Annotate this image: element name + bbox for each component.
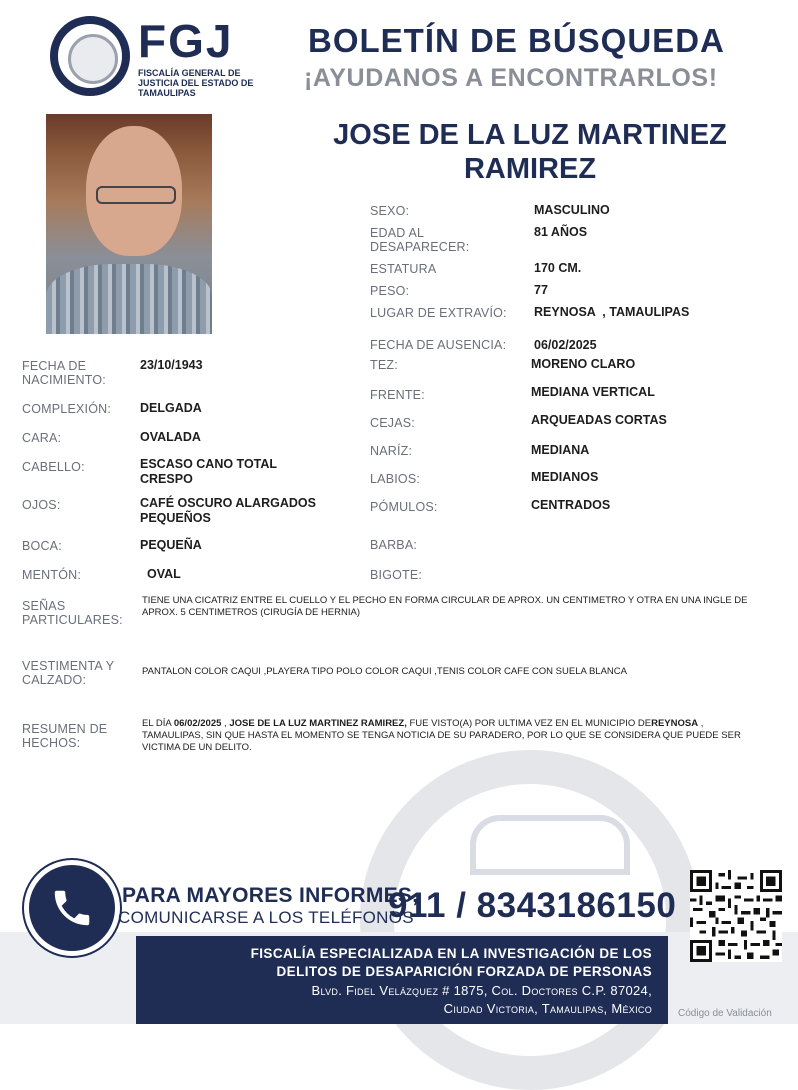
- qr-code[interactable]: [690, 870, 782, 962]
- footer-city: Ciudad Victoria, Tamaulipas, México: [443, 1001, 652, 1016]
- label-resumen: RESUMEN DE HECHOS:: [22, 722, 108, 750]
- value-senas: TIENE UNA CICATRIZ ENTRE EL CUELLO Y EL PECHO EN FORMA CIRCULAR DE APROX. UN CENTIMETRO Y OTRA EN UNA INGLE DE APROX. 5 CENTIMETROS (CIRUGÍA DE HERNIA): [142, 595, 748, 618]
- value-pomulos: CENTRADOS: [531, 498, 611, 512]
- contact-line2: COMUNICARSE A LOS TELÉFONOS: [118, 908, 414, 927]
- label-complexion: COMPLEXIÓN:: [22, 402, 112, 416]
- value-edad: 81 AÑOS: [534, 225, 588, 239]
- label-pomulos: PÓMULOS:: [370, 500, 438, 514]
- contact-line1: PARA MAYORES INFORMES,: [122, 884, 419, 907]
- label-sexo: SEXO:: [370, 204, 410, 218]
- label-barba: BARBA:: [370, 538, 418, 552]
- person-name: [300, 118, 760, 186]
- value-labios: MEDIANOS: [531, 470, 599, 484]
- label-menton: MENTÓN:: [22, 568, 82, 582]
- value-nariz: MEDIANA: [531, 443, 590, 457]
- contact-phones[interactable]: 911 / 8343186150: [388, 886, 677, 925]
- label-cara: CARA:: [22, 431, 62, 445]
- fgj-logo-text: FGJ: [138, 15, 234, 67]
- label-ojos: OJOS:: [22, 498, 61, 512]
- person-name-line1: JOSE DE LA LUZ MARTINEZ: [333, 119, 727, 151]
- footer-address: Blvd. Fidel Velázquez # 1875, Col. Doctores C.P. 87024,: [311, 983, 652, 998]
- fgj-logo: [50, 16, 130, 96]
- phone-icon: [24, 860, 120, 956]
- value-cabello: ESCASO CANO TOTAL CRESPO: [140, 457, 278, 486]
- footer-line2: DELITOS DE DESAPARICIÓN FORZADA DE PERSONAS: [276, 964, 652, 979]
- label-frente: FRENTE:: [370, 388, 425, 402]
- value-lugar: REYNOSA , TAMAULIPAS: [534, 305, 690, 319]
- label-nariz: NARÍZ:: [370, 444, 413, 458]
- value-boca: PEQUEÑA: [140, 538, 202, 552]
- label-vestimenta: VESTIMENTA Y CALZADO:: [22, 659, 115, 687]
- value-vestimenta: PANTALON COLOR CAQUI ,PLAYERA TIPO POLO COLOR CAQUI ,TENIS COLOR CAFE CON SUELA BLANCA: [142, 666, 627, 677]
- label-peso: PESO:: [370, 284, 410, 298]
- bulletin-subtitle: ¡AYUDANOS A ENCONTRARLOS!: [304, 64, 718, 92]
- label-tez: TEZ:: [370, 358, 398, 372]
- value-frente: MEDIANA VERTICAL: [531, 385, 655, 399]
- label-boca: BOCA:: [22, 539, 62, 553]
- value-resumen: EL DÍA 06/02/2025 , JOSE DE LA LUZ MARTINEZ RAMIREZ, FUE VISTO(A) POR ULTIMA VEZ EN EL MUNICIPIO DEREYNOSA , TAMAULIPAS, SIN QUE HASTA EL MOMENTO SE TENGA NOTICIA DE SU PARADERO, POR LO QUE SE CONSIDERA QUE PUEDE SER VICTIMA DE UN DELITO.: [142, 718, 741, 753]
- bulletin-title: BOLETÍN DE BÚSQUEDA: [308, 22, 725, 59]
- label-fecha-nacimiento: FECHA DE NACIMIENTO:: [22, 359, 106, 387]
- missing-person-photo: [46, 114, 212, 334]
- label-bigote: BIGOTE:: [370, 568, 423, 582]
- label-cabello: CABELLO:: [22, 460, 85, 474]
- footer-line1: FISCALÍA ESPECIALIZADA EN LA INVESTIGACIÓN DE LOS: [250, 946, 652, 961]
- value-sexo: MASCULINO: [534, 203, 610, 217]
- label-fecha-ausencia: FECHA DE AUSENCIA:: [370, 338, 507, 352]
- person-name-line2: RAMIREZ: [463, 153, 597, 185]
- label-estatura: ESTATURA: [370, 262, 437, 276]
- value-menton: OVAL: [147, 567, 181, 581]
- label-edad: EDAD AL DESAPARECER:: [370, 226, 470, 254]
- fgj-subtitle: FISCALÍA GENERAL DE JUSTICIA DEL ESTADO DE TAMAULIPAS: [138, 68, 254, 98]
- label-senas: SEÑAS PARTICULARES:: [22, 599, 123, 627]
- value-fecha-nacimiento: 23/10/1943: [140, 358, 203, 372]
- value-peso: 77: [534, 283, 548, 297]
- value-cejas: ARQUEADAS CORTAS: [531, 413, 667, 427]
- value-estatura: 170 CM.: [534, 261, 582, 275]
- label-lugar: LUGAR DE EXTRAVÍO:: [370, 306, 507, 320]
- value-tez: MORENO CLARO: [531, 357, 636, 371]
- label-labios: LABIOS:: [370, 472, 421, 486]
- watermark-seal-inner: [470, 815, 630, 875]
- value-cara: OVALADA: [140, 430, 201, 444]
- value-complexion: DELGADA: [140, 401, 202, 415]
- label-cejas: CEJAS:: [370, 416, 415, 430]
- value-ojos: CAFÉ OSCURO ALARGADOS PEQUEÑOS: [140, 496, 316, 525]
- value-fecha-ausencia: 06/02/2025: [534, 338, 597, 352]
- qr-code-label: Código de Validación: [678, 1008, 772, 1019]
